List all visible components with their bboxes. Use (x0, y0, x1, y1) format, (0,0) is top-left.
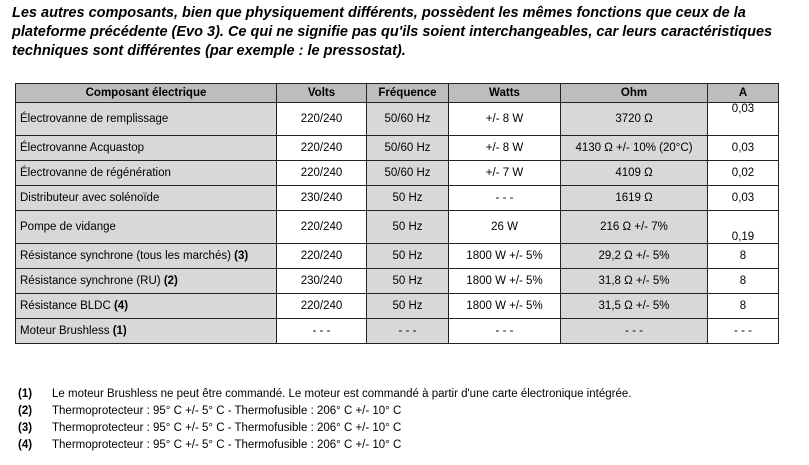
ohm-cell: 3720 Ω (561, 103, 708, 136)
table-row (16, 319, 779, 344)
watts-cell: 1800 W +/- 5% (449, 294, 561, 319)
component-name (16, 103, 277, 136)
component-name (16, 186, 277, 211)
amps-cell: 0,03 (708, 186, 779, 211)
ohm-cell: 31,8 Ω +/- 5% (561, 269, 708, 294)
footnote-ref: (3) (234, 250, 249, 262)
ohm-cell: 4109 Ω (561, 161, 708, 186)
frequency-cell: 50 Hz (367, 211, 449, 244)
footnote (18, 437, 631, 454)
component-name (16, 136, 277, 161)
watts-cell: 1800 W +/- 5% (449, 244, 561, 269)
footnote-mark: (1) (18, 388, 33, 400)
volts-cell: 220/240 (277, 294, 367, 319)
footnotes (18, 386, 631, 454)
volts-cell: 220/240 (277, 103, 367, 136)
footnote (18, 403, 631, 420)
header-amps: A (708, 84, 779, 103)
table-row (16, 211, 779, 244)
intro-paragraph (12, 4, 802, 61)
footnote (18, 386, 631, 403)
intro-line: plateforme précédente (Evo 3). Ce qui ne signifie pas qu'ils soient interchangeables, car leurs caractéristiques (12, 24, 773, 40)
frequency-cell: 50 Hz (367, 244, 449, 269)
footnote-text: Thermoprotecteur : 95° C +/- 5° C - Thermofusible : 206° C +/- 10° C (52, 439, 402, 451)
component-name (16, 319, 277, 344)
footnote-text: Le moteur Brushless ne peut être commandé. Le moteur est commandé à partir d'une carte électronique intégrée. (52, 388, 632, 400)
component-label: Pompe de vidange (20, 221, 116, 233)
header-volts: Volts (277, 84, 367, 103)
watts-cell: 26 W (449, 211, 561, 244)
frequency-cell: - - - (367, 319, 449, 344)
intro-line: techniques sont différentes (par exemple : le pressostat). (12, 43, 406, 59)
watts-cell: +/- 7 W (449, 161, 561, 186)
footnote-text: Thermoprotecteur : 95° C +/- 5° C - Thermofusible : 206° C +/- 10° C (52, 422, 402, 434)
frequency-cell: 50 Hz (367, 269, 449, 294)
header-component: Composant électrique (16, 84, 277, 103)
table-row (16, 103, 779, 136)
frequency-cell: 50/60 Hz (367, 136, 449, 161)
ohm-cell: 4130 Ω +/- 10% (20°C) (561, 136, 708, 161)
footnote-ref: (2) (163, 275, 178, 287)
volts-cell: 230/240 (277, 269, 367, 294)
volts-cell: 220/240 (277, 244, 367, 269)
ohm-cell: 29,2 Ω +/- 5% (561, 244, 708, 269)
component-label: Résistance synchrone (RU) (20, 275, 161, 287)
footnote-mark: (3) (18, 422, 33, 434)
watts-cell: - - - (449, 319, 561, 344)
frequency-cell: 50/60 Hz (367, 103, 449, 136)
ohm-cell: 31,5 Ω +/- 5% (561, 294, 708, 319)
volts-cell: 220/240 (277, 161, 367, 186)
watts-cell: +/- 8 W (449, 103, 561, 136)
amps-cell: 0,02 (708, 161, 779, 186)
ohm-cell: - - - (561, 319, 708, 344)
amps-cell: 8 (708, 294, 779, 319)
components-table (15, 83, 779, 344)
component-label: Électrovanne Acquastop (20, 142, 145, 154)
ohm-cell: 1619 Ω (561, 186, 708, 211)
amps-cell: 8 (708, 244, 779, 269)
footnote (18, 420, 631, 437)
amps-cell: 0,03 (708, 103, 779, 136)
intro-line: Les autres composants, bien que physiquement différents, possèdent les mêmes fonctions que ceux de la (12, 5, 746, 21)
table-row (16, 244, 779, 269)
amps-cell: 0,03 (708, 136, 779, 161)
table-row (16, 161, 779, 186)
component-label: Électrovanne de régénération (20, 167, 171, 179)
table-row (16, 186, 779, 211)
volts-cell: 220/240 (277, 136, 367, 161)
table-row (16, 294, 779, 319)
header-ohm: Ohm (561, 84, 708, 103)
table-header-row (16, 84, 779, 103)
header-watts: Watts (449, 84, 561, 103)
component-name (16, 269, 277, 294)
footnote-mark: (4) (18, 439, 33, 451)
component-label: Résistance synchrone (tous les marchés) (20, 250, 231, 262)
component-label: Résistance BLDC (20, 300, 111, 312)
watts-cell: - - - (449, 186, 561, 211)
watts-cell: 1800 W +/- 5% (449, 269, 561, 294)
volts-cell: 230/240 (277, 186, 367, 211)
amps-cell: 8 (708, 269, 779, 294)
watts-cell: +/- 8 W (449, 136, 561, 161)
volts-cell: 220/240 (277, 211, 367, 244)
ohm-cell: 216 Ω +/- 7% (561, 211, 708, 244)
component-name (16, 211, 277, 244)
amps-cell: - - - (708, 319, 779, 344)
footnote-mark: (2) (18, 405, 33, 417)
component-label: Distributeur avec solénoïde (20, 192, 160, 204)
component-name (16, 244, 277, 269)
component-name (16, 294, 277, 319)
header-frequency: Fréquence (367, 84, 449, 103)
footnote-ref: (4) (113, 300, 129, 312)
frequency-cell: 50/60 Hz (367, 161, 449, 186)
volts-cell: - - - (277, 319, 367, 344)
component-label: Moteur Brushless (20, 325, 110, 337)
component-name (16, 161, 277, 186)
footnote-ref: (1) (112, 325, 127, 337)
component-label: Électrovanne de remplissage (20, 113, 169, 125)
table-row (16, 136, 779, 161)
amps-cell: 0,19 (708, 211, 779, 244)
frequency-cell: 50 Hz (367, 294, 449, 319)
table-row (16, 269, 779, 294)
footnote-text: Thermoprotecteur : 95° C +/- 5° C - Thermofusible : 206° C +/- 10° C (52, 405, 402, 417)
frequency-cell: 50 Hz (367, 186, 449, 211)
